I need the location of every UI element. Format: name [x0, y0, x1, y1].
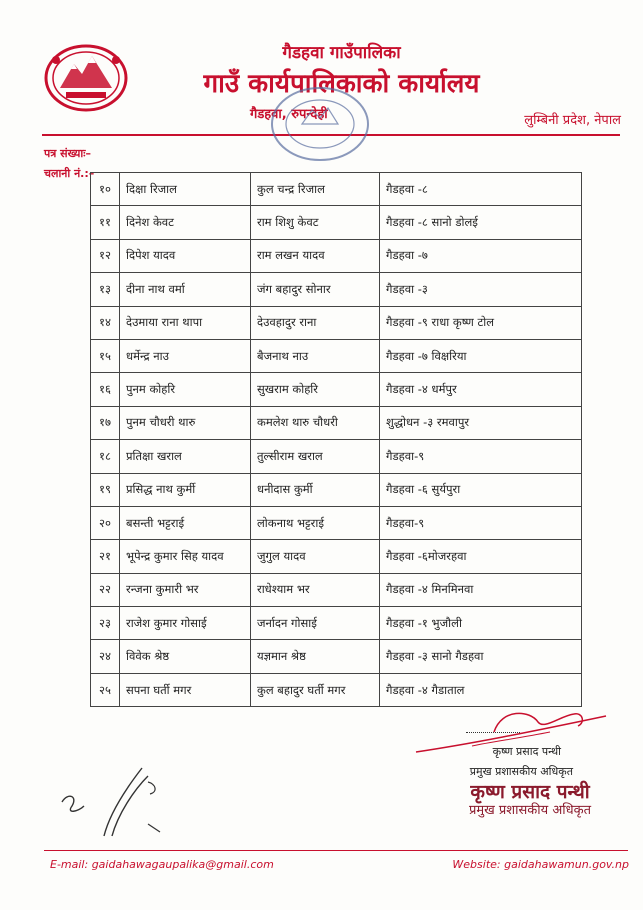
- address-cell: शुद्धोधन -३ रमवापुर: [380, 406, 582, 439]
- address-cell: गैडहवा -४ गैडाताल: [380, 673, 582, 706]
- address-cell: गैडहवा -८: [380, 173, 582, 206]
- address-cell: गैडहवा -७ विक्षरिया: [380, 339, 582, 372]
- parent-name-cell: सुखराम कोहरि: [251, 373, 380, 406]
- patra-sankhya-label: पत्र संख्याः–: [44, 147, 91, 160]
- table-row: [91, 339, 582, 372]
- table-row: [91, 440, 582, 473]
- serial-number-cell: १३: [91, 273, 120, 306]
- serial-number-cell: १५: [91, 339, 120, 372]
- serial-number-cell: १०: [91, 173, 120, 206]
- table-row: [91, 573, 582, 606]
- address-cell: गैडहवा -४ मिनमिनवा: [380, 573, 582, 606]
- name-cell: राजेश कुमार गोसाई: [120, 607, 251, 640]
- office-stamp-icon: [268, 84, 372, 164]
- table-row: [91, 607, 582, 640]
- office-title: गाउँ कार्यपालिकाको कार्यालय: [203, 69, 480, 99]
- serial-number-cell: १९: [91, 473, 120, 506]
- office-name: गैडहवा गाउँपालिका: [282, 43, 401, 63]
- name-cell: देउमाया राना थापा: [120, 306, 251, 339]
- name-cell: दिपेश यादव: [120, 239, 251, 272]
- parent-name-cell: राधेश्याम भर: [251, 573, 380, 606]
- name-cell: धर्मेन्द्र नाउ: [120, 339, 251, 372]
- parent-name-cell: लोकनाथ भट्टराई: [251, 506, 380, 539]
- address-cell: गैडहवा -६ सुर्यपुरा: [380, 473, 582, 506]
- serial-number-cell: ११: [91, 206, 120, 239]
- address-cell: गैडहवा -१ भुजौली: [380, 607, 582, 640]
- parent-name-cell: धनीदास कुर्मी: [251, 473, 380, 506]
- address-cell: गैडहवा -४ धर्मपुर: [380, 373, 582, 406]
- serial-number-cell: २१: [91, 540, 120, 573]
- seal-signer-title: प्रमुख प्रशासकीय अधिकृत: [468, 803, 592, 818]
- signature-line: [466, 732, 520, 733]
- name-cell: विवेक श्रेष्ठ: [120, 640, 251, 673]
- serial-number-cell: २३: [91, 607, 120, 640]
- address-cell: गैडहवा -७: [380, 239, 582, 272]
- parent-name-cell: राम शिशु केवट: [251, 206, 380, 239]
- address-cell: गैडहवा -९ राधा कृष्ण टोल: [380, 306, 582, 339]
- serial-number-cell: २२: [91, 573, 120, 606]
- parent-name-cell: कुल बहादुर घर्ती मगर: [251, 673, 380, 706]
- office-address: गैडहवा, रुपन्देही: [250, 107, 328, 122]
- name-cell: बसन्ती भट्टराई: [120, 506, 251, 539]
- address-cell: गैडहवा -३: [380, 273, 582, 306]
- seal-signer-name: कृष्ण प्रसाद पन्थी: [470, 781, 590, 803]
- parent-name-cell: जर्नादन गोसाई: [251, 607, 380, 640]
- name-cell: प्रतिक्षा खराल: [120, 440, 251, 473]
- name-cell: दिनेश केवट: [120, 206, 251, 239]
- address-cell: गैडहवा -३ सानो गैडहवा: [380, 640, 582, 673]
- parent-name-cell: तुल्सीराम खराल: [251, 440, 380, 473]
- table-row: [91, 273, 582, 306]
- signer-name: कृष्ण प्रसाद पन्थी: [492, 745, 561, 758]
- parent-name-cell: जुगुल यादव: [251, 540, 380, 573]
- address-cell: गैडहवा-९: [380, 440, 582, 473]
- table-row: [91, 373, 582, 406]
- footer-divider: [44, 850, 628, 851]
- parent-name-cell: कमलेश थारु चौधरी: [251, 406, 380, 439]
- name-cell: दीना नाथ वर्मा: [120, 273, 251, 306]
- parent-name-cell: बैजनाथ नाउ: [251, 339, 380, 372]
- table-row: [91, 239, 582, 272]
- table-row: [91, 506, 582, 539]
- table-row: [91, 473, 582, 506]
- name-cell: भूपेन्द्र कुमार सिह यादव: [120, 540, 251, 573]
- name-cell: पुनम कोहरि: [120, 373, 251, 406]
- name-cell: दिक्षा रिजाल: [120, 173, 251, 206]
- name-cell: रन्जना कुमारी भर: [120, 573, 251, 606]
- table-row: [91, 640, 582, 673]
- serial-number-cell: १८: [91, 440, 120, 473]
- table-row: [91, 406, 582, 439]
- serial-number-cell: १२: [91, 239, 120, 272]
- parent-name-cell: यज्ञमान श्रेष्ठ: [251, 640, 380, 673]
- serial-number-cell: २०: [91, 506, 120, 539]
- province-name: लुम्बिनी प्रदेश, नेपाल: [524, 113, 621, 128]
- footer-email: E-mail: gaidahawagaupalika@gmail.com: [50, 858, 274, 871]
- chalani-number-label: चलानी नं.:–: [44, 167, 95, 180]
- name-cell: पुनम चौधरी थारु: [120, 406, 251, 439]
- signer-title: प्रमुख प्रशासकीय अधिकृत: [469, 765, 573, 778]
- serial-number-cell: १४: [91, 306, 120, 339]
- table-row: [91, 306, 582, 339]
- name-cell: सपना घर्ती मगर: [120, 673, 251, 706]
- serial-number-cell: १६: [91, 373, 120, 406]
- parent-name-cell: कुल चन्द्र रिजाल: [251, 173, 380, 206]
- table-row: [91, 206, 582, 239]
- handwritten-initials-icon: [48, 762, 178, 844]
- parent-name-cell: राम लखन यादव: [251, 239, 380, 272]
- parent-name-cell: जंग बहादुर सोनार: [251, 273, 380, 306]
- parent-name-cell: देउवहादुर राना: [251, 306, 380, 339]
- serial-number-cell: २५: [91, 673, 120, 706]
- footer-website: Website: gaidahawamun.gov.np: [452, 858, 629, 871]
- name-cell: प्रसिद्ध नाथ कुर्मी: [120, 473, 251, 506]
- address-cell: गैडहवा-९: [380, 506, 582, 539]
- address-cell: गैडहवा -८ सानो डोलई: [380, 206, 582, 239]
- beneficiary-table: [90, 172, 582, 707]
- table-row: [91, 173, 582, 206]
- serial-number-cell: १७: [91, 406, 120, 439]
- serial-number-cell: २४: [91, 640, 120, 673]
- address-cell: गैडहवा -६मोजरहवा: [380, 540, 582, 573]
- table-row: [91, 540, 582, 573]
